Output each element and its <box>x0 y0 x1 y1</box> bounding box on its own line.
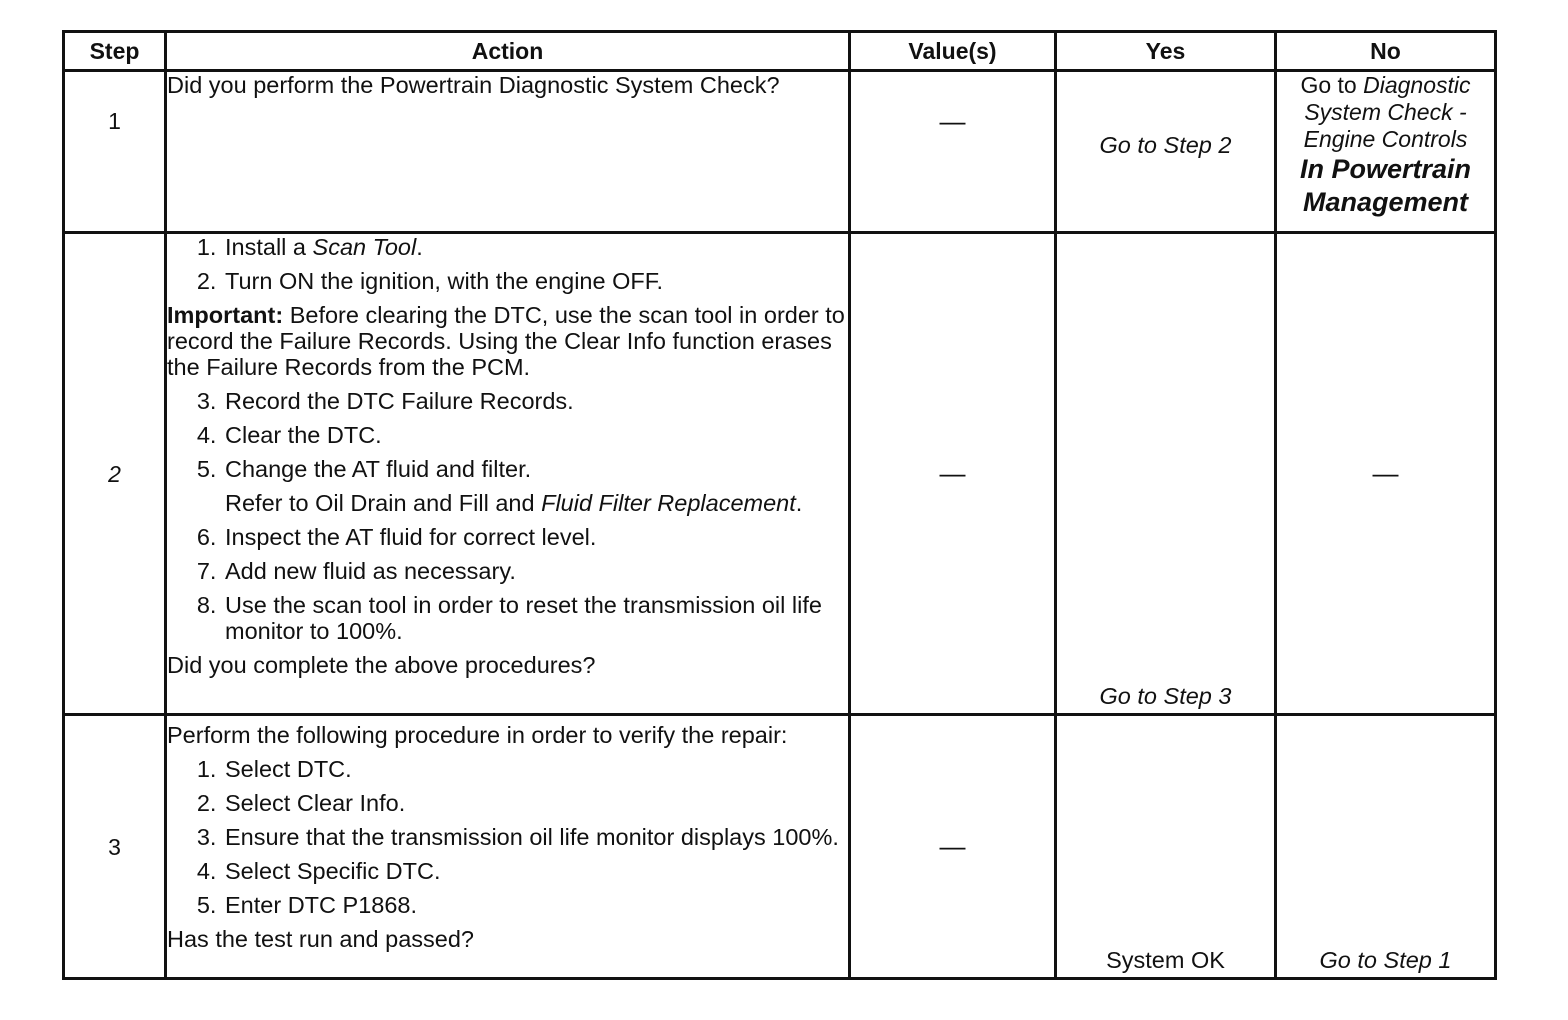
action-cell <box>166 71 850 233</box>
action-intro: Perform the following procedure in order to verify the repair: <box>167 722 788 748</box>
yes-cell <box>1056 233 1276 715</box>
action-question: Did you perform the Powertrain Diagnostic System Check? <box>167 72 780 98</box>
step-number-text: 3 <box>108 833 121 860</box>
list-item <box>223 456 848 516</box>
action-cell <box>166 715 850 979</box>
step-number-text: 2 <box>108 460 121 487</box>
value-cell <box>850 233 1056 715</box>
no-line-5: Management <box>1302 187 1469 217</box>
list-item: 4. Select Specific DTC. <box>223 858 848 884</box>
header-step: Step <box>64 32 166 71</box>
header-no: No <box>1276 32 1496 71</box>
yes-cell <box>1056 71 1276 233</box>
no-cell <box>1276 233 1496 715</box>
refer-prefix: Refer to Oil Drain and Fill and <box>225 490 542 516</box>
no-line-3[interactable]: Engine Controls <box>1303 126 1468 152</box>
yes-cell <box>1056 715 1276 979</box>
yes-go-to-step-2-link[interactable]: Go to Step 2 <box>1099 132 1232 158</box>
table-row <box>64 715 1496 979</box>
important-text: Before clearing the DTC, use the scan tool in order to record the Failure Records. Using the Clear Info function erases the Failure Records from the PCM. <box>167 302 845 380</box>
fluid-filter-replacement-link[interactable]: Fluid Filter Replacement <box>541 490 796 516</box>
value-cell <box>850 715 1056 979</box>
item-end: . <box>416 234 423 260</box>
table-row <box>64 233 1496 715</box>
important-label: Important: <box>167 302 284 328</box>
important-note <box>167 302 848 380</box>
no-cell <box>1276 715 1496 979</box>
action-list <box>167 756 848 918</box>
no-prefix: Go to <box>1300 72 1364 98</box>
yes-go-to-step-3-link[interactable]: Go to Step 3 <box>1099 683 1232 709</box>
step-number-text: 1 <box>108 108 121 134</box>
list-item: 6. Inspect the AT fluid for correct level. <box>223 524 848 550</box>
step-number <box>64 715 166 979</box>
list-item <box>223 234 848 260</box>
scan-tool-link[interactable]: Scan Tool <box>312 234 417 260</box>
value-dash: — <box>939 106 966 136</box>
refer-note <box>225 490 848 516</box>
no-line-1 <box>1277 72 1494 99</box>
action-question: Has the test run and passed? <box>167 926 475 952</box>
value-dash: — <box>939 831 966 861</box>
list-item: 4. Clear the DTC. <box>223 422 848 448</box>
action-cell <box>166 233 850 715</box>
header-row <box>64 32 1496 71</box>
diagnostic-system-check-link[interactable]: Diagnostic <box>1363 72 1471 98</box>
yes-system-ok: System OK <box>1106 947 1225 973</box>
list-item: 8. Use the scan tool in order to reset the transmission oil life monitor to 100%. <box>223 592 848 644</box>
header-yes: Yes <box>1056 32 1276 71</box>
step-number <box>64 71 166 233</box>
value-dash: — <box>939 458 966 488</box>
list-item: 3. Record the DTC Failure Records. <box>223 388 848 414</box>
header-values: Value(s) <box>850 32 1056 71</box>
list-item: 1. Select DTC. <box>223 756 848 782</box>
no-dash: — <box>1372 458 1399 488</box>
diagnostic-table <box>62 30 1497 980</box>
refer-end: . <box>795 490 803 516</box>
list-item: 2. Select Clear Info. <box>223 790 848 816</box>
list-item: 7. Add new fluid as necessary. <box>223 558 848 584</box>
item-text: Change the AT fluid and filter. <box>225 456 532 482</box>
action-list-a <box>167 234 848 294</box>
action-question: Did you complete the above procedures? <box>167 652 596 678</box>
list-item: 2. Turn ON the ignition, with the engine OFF. <box>223 268 848 294</box>
no-go-to-step-1-link[interactable]: Go to Step 1 <box>1319 947 1452 973</box>
no-line-2[interactable]: System Check - <box>1304 99 1467 125</box>
list-item: 3. Ensure that the transmission oil life monitor displays 100%. <box>223 824 848 850</box>
value-cell <box>850 71 1056 233</box>
action-list-c <box>167 524 848 644</box>
no-cell <box>1276 71 1496 233</box>
action-list-b <box>167 388 848 516</box>
list-item: 5. Enter DTC P1868. <box>223 892 848 918</box>
header-action: Action <box>166 32 850 71</box>
item-text: Install a <box>225 234 313 260</box>
table-row <box>64 71 1496 233</box>
no-line-4: In Powertrain <box>1299 154 1472 184</box>
step-number <box>64 233 166 715</box>
